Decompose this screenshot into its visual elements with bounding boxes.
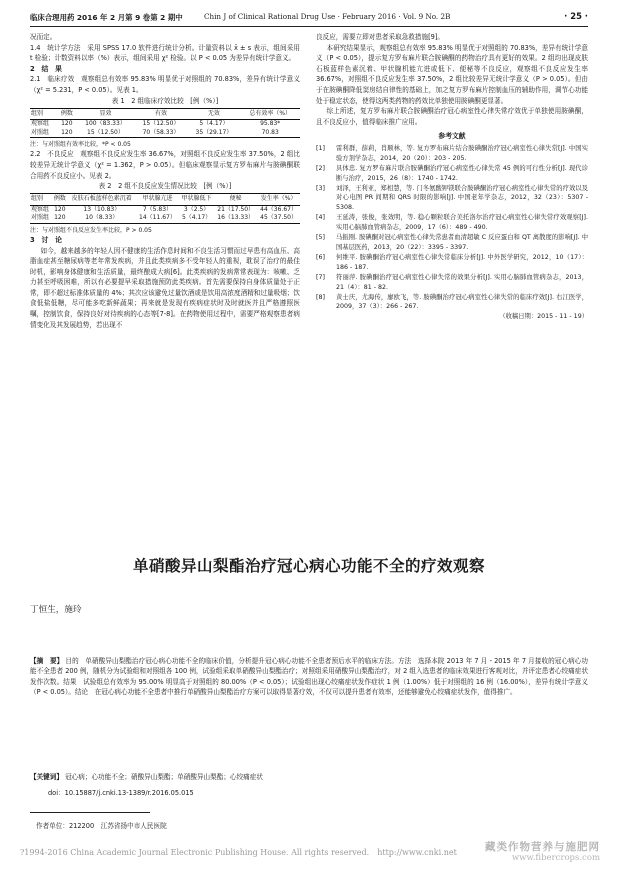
table-header-cell: 例数 xyxy=(57,108,76,120)
header-rule xyxy=(30,26,588,27)
reference-item xyxy=(316,184,588,214)
header-journal-en: Chin J of Clinical Rational Drug Use · February 2016 · Vol. 9 No. 2B xyxy=(204,12,451,21)
table-2 xyxy=(30,193,300,224)
table-cell: 对照组 xyxy=(30,214,52,223)
paragraph-adverse-reactions: 2.2 不良反应 观察组不良反应发生率 36.67%，对照组不良反应发生率 37.50%，2 组比较差异无统计学意义（χ² = 1.362，P > 0.05）。但临床观察显示复方罗布麻片与胺碘酮联合用药不良反应小。见表 2。 xyxy=(30,150,300,180)
table-header-row xyxy=(30,108,300,120)
table-cell: 95.83* xyxy=(260,120,281,128)
watermark xyxy=(450,842,600,864)
article-title: 单硝酸异山梨酯治疗冠心病心功能不全的疗效观察 xyxy=(132,557,485,575)
table-header-cell: 发生率（%） xyxy=(257,194,300,206)
reference-item xyxy=(316,253,588,273)
table-cell: 120 xyxy=(54,205,66,213)
reference-text: 何维平. 胺碘酮治疗冠心病室性心律失常临床分析[J]. 中外医学研究，2012，10（17）：186 - 187. xyxy=(336,253,588,271)
reference-text: 王延涛，张俊，张效明，等. 稳心颗粒联合美托洛尔治疗冠心病室性心律失常疗效观察[J]. 实用心脑肺血管病杂志，2009，17（6）：489 - 490. xyxy=(336,214,588,232)
reference-text: 符丽萍. 胺碘酮治疗冠心病室性心律失常的效果分析[J]. 实用心脑肺血管病杂志，2013，21（4）：81 - 82. xyxy=(336,273,588,291)
table-row xyxy=(30,120,300,129)
reference-number: [6] xyxy=(316,253,325,261)
section-heading-results: 2 结 果 xyxy=(30,64,62,73)
paragraph-clinical-efficacy: 2.1 临床疗效 观察组总有效率 95.83% 明显优于对照组的 70.83%，差异有统计学意义（χ² = 5.231，P < 0.05）。见表 1。 xyxy=(30,75,300,94)
reference-number: [2] xyxy=(316,164,325,172)
reference-number: [7] xyxy=(316,273,325,281)
table-1-caption: 表 1 2 组临床疗效比较 [例（%）] xyxy=(111,96,219,105)
table-header-cell: 例数 xyxy=(52,194,67,206)
footnote-rule xyxy=(30,812,150,813)
table-header-cell: 显效 xyxy=(76,108,134,120)
table-cell: 70（58.33） xyxy=(135,129,188,138)
reference-text: 黄士庆，尤海传，廖欧飞，等. 胺碘酮治疗冠心病室性心律失常的临床疗效[J]. 右江医学，2009，37（3）：266 - 267. xyxy=(336,293,588,311)
table-header-row xyxy=(30,194,300,206)
reference-text: 具体忠. 复方罗布麻片联合胺碘酮治疗冠心病室性心律失常 45 例的可行性分析[J]. 现代诊断与治疗，2015，26（8）：1740 - 1742. xyxy=(336,164,588,182)
table-cell: 对照组 xyxy=(30,129,57,138)
table-cell: 100（83.33） xyxy=(85,120,126,128)
reference-text: 马振刚. 胺碘酮对冠心病室性心律失常患者血清超敏 C 反应蛋白和 QT 离散度的影响[J]. 中国基层医药，2013，20（22）：3395 - 3397. xyxy=(336,234,588,251)
table-header-cell: 有效 xyxy=(135,108,188,120)
left-column xyxy=(30,32,300,462)
right-column xyxy=(316,32,588,462)
keywords-text: 冠心病；心功能不全；硝酸异山梨酯；单硝酸异山梨酯；心绞痛症状 xyxy=(65,773,263,781)
reference-number: [1] xyxy=(316,144,325,152)
table-2-caption: 表 2 2 组不良反应发生情况比较 [例（%）] xyxy=(98,182,232,191)
keywords xyxy=(30,772,588,782)
reference-item xyxy=(316,144,588,164)
reference-number: [4] xyxy=(316,214,325,222)
keywords-label: 【关键词】 xyxy=(30,773,63,781)
abstract xyxy=(30,656,588,698)
table-cell: 观察组 xyxy=(31,120,50,128)
table-cell: 10（8.33） xyxy=(68,214,136,223)
table-1-note: 注：与对照组有效率比较，*P < 0.05 xyxy=(30,141,131,149)
running-header xyxy=(30,10,588,24)
header-journal-cn: 临床合理用药 2016 年 2 月第 9 卷第 2 期中 xyxy=(30,13,183,22)
reference-item xyxy=(316,213,588,233)
table-cell: 15（12.50） xyxy=(142,120,180,128)
table-cell: 21（17.50） xyxy=(217,205,255,213)
reference-text: 雷利群，薛莉，肖顺林，等. 复方罗布麻片结合胺碘酮治疗冠心病室性心律失常[J]. 中国实验方剂学杂志，2014，20（20）：203 - 205. xyxy=(336,144,588,162)
table-header-cell: 无效 xyxy=(187,108,240,120)
table-cell: 45（37.50） xyxy=(257,214,300,223)
table-cell: 120 xyxy=(52,214,67,223)
table-cell: 5（4.17） xyxy=(199,120,229,128)
table-row xyxy=(30,129,300,138)
reference-item xyxy=(316,164,588,184)
table-header-cell: 总有效率（%） xyxy=(240,108,300,120)
abstract-text: 目的 单硝酸异山梨酯治疗冠心病心功能不全的临床价值，分析提升冠心病心功能不全患者预后水平的临床方法。方法 选择本院 2013 年 7 月 - 2015 年 7 月接收的冠心病心功能不全患者 200 例，随机分为试验组和对照组各 100 例，试验组采取单硝酸异山梨酯治疗；对照组采用硝酸异山梨酯治疗，对 2 组入选患者的临床效果进行客观对比，并评定患者心绞痛症状发作次数。结果 试验组总有效率为 95.00% 明显高于对照组的 80.00%（P < 0.05）；试验组出现心绞痛症状发作症状 1 例（1.00%）低于对照组的 16 例（16.00%），差异有统计学意义（P < 0.05）。结论 在冠心病心功能不全患者中推行单硝酸异山梨酯治疗方案可以取得显著疗效，不仅可以提升患者有效率，还能够避免心绞痛症状发作，值得推广。 xyxy=(30,657,588,697)
section-heading-discussion: 3 讨 论 xyxy=(30,235,62,244)
table-cell: 16（13.33） xyxy=(214,214,257,223)
header-page-number: · 25 · xyxy=(564,11,588,21)
reference-item xyxy=(316,293,588,313)
table-cell: 35（29.17） xyxy=(187,129,240,138)
table-header-cell: 甲状腺低下 xyxy=(179,194,214,206)
doi: doi：10.15887/j.cnki.13-1389/r.2016.05.015 xyxy=(48,789,194,797)
table-header-cell: 便秘 xyxy=(214,194,257,206)
watermark-url: www.fibercrops.com xyxy=(511,853,600,863)
table-cell: 14（11.67） xyxy=(136,214,179,223)
table-2-note: 注：与对照组不良反应发生率比较，P > 0.05 xyxy=(30,226,152,234)
paragraph-statistics: 1.4 统计学方法 采用 SPSS 17.0 软件进行统计分析。计量资料以 x̄ ± s 表示，组间采用 t 检验；计数资料以率（%）表示，组间采用 χ² 检验。以 P < 0.05 为差异有统计学意义。 xyxy=(30,43,300,63)
table-cell: 13（10.83） xyxy=(83,205,121,213)
reference-number: [8] xyxy=(316,293,325,301)
reference-item xyxy=(316,273,588,293)
table-header-cell: 组别 xyxy=(30,194,52,206)
reference-item xyxy=(316,233,588,253)
paragraph: 本研究结果显示，观察组总有效率 95.83% 明显优于对照组的 70.83%，差异有统计学意义（P < 0.05），提示复方罗布麻片联合胺碘酮的药物治疗具有更好的效果。2 组均出现皮肤石板蓝样色素沉着、甲状腺机能亢进或低下、便秘等不良反应，观察组不良反应发生率 36.67%，对照组不良反应发生率 37.50%，2 组比较差异无统计学意义（P > 0.05）。但由于在胺碘酮降低窦房结自律性的基础上，加之复方罗布麻片控制血压的辅助作用，调节心功能处于稳定状态，使得这两类药物的药效比单独使用胺碘酮更显著。 xyxy=(316,43,588,105)
table-row xyxy=(30,214,300,223)
table-cell: 观察组 xyxy=(31,205,50,213)
table-row xyxy=(30,205,300,214)
table-cell: 70.83 xyxy=(240,129,300,138)
references-heading: 参考文献 xyxy=(438,132,466,141)
paragraph-conclusion: 综上所述，复方罗布麻片联合胺碘酮治疗冠心病室性心律失常疗效优于单独使用胺碘酮，且不良反应小，值得临床推广应用。 xyxy=(316,107,588,126)
reference-list xyxy=(316,144,588,312)
author-affiliation: 作者单位：212200 江苏省扬中市人民医院 xyxy=(36,822,167,830)
article-authors: 丁恒生，施玲 xyxy=(30,605,82,615)
reference-text: 刘泽，王利亚，郑相慧，等. 门冬氨酸钾镁联合胺碘酮治疗冠心病室性心律失常的疗效以及对心电图 PR 间期和 QRS 时限的影响[J]. 中国老年学杂志，2012，32（23）：5307 - 5308. xyxy=(336,184,588,212)
table-cell: 7（5.83） xyxy=(142,205,173,213)
table-cell: 44（36.67） xyxy=(260,205,297,213)
table-cell: 5（4.17） xyxy=(179,214,214,223)
table-header-cell: 皮肤石板蓝样色素沉着 xyxy=(68,194,136,206)
paragraph: 良反应，需要立即对患者采取急救措施[9]。 xyxy=(316,33,445,41)
paragraph-discussion: 如今，越来越多的年轻人因不健康的生活作息时间和不良生活习惯而过早患有高血压、高脂血症甚至糖尿病等老年常发疾病，并且此类疾病多不受年轻人的重视，耽误了治疗的最佳时机，影响身体健康和生活质量，最终酿成大病[6]。此类疾病的发病常常表现为：咳嗽、乏力甚至呼吸困难，所以有必要提早采取措施预防此类疾病。首先需要保持自身体质量处于正常，即不超过标准体质量的 4%；其次应该避免过量饮酒或是饮用高浓度酒精和过量吸烟；饮食低盐低糖，尽可能多吃新鲜蔬果；再来就是发现有疾病症状时及时就医并且严格遵照医嘱，控制饮食，保持良好对待疾病的心态等[7-8]。在药物使用过程中，需要严格观察患者病情变化及其发展趋势，若出现不 xyxy=(30,246,300,329)
table-cell: 120 xyxy=(57,129,76,138)
received-date: （收稿日期：2015 - 11 - 19） xyxy=(499,313,588,321)
table-cell: 15（12.50） xyxy=(76,129,134,138)
table-1 xyxy=(30,108,300,139)
reference-number: [3] xyxy=(316,184,325,192)
table-cell: 3（2.5） xyxy=(183,205,210,213)
copyright-footer: ?1994-2016 China Academic Journal Electronic Publishing House. All rights reserved. http://www.cnki.net xyxy=(20,848,457,857)
table-cell: 120 xyxy=(61,120,73,128)
reference-number: [5] xyxy=(316,234,325,242)
table-header-cell: 组别 xyxy=(30,108,57,120)
abstract-label: 【摘 要】 xyxy=(30,657,64,665)
table-header-cell: 甲状腺亢进 xyxy=(136,194,179,206)
watermark-text: 藏类作物营养与施肥网 xyxy=(485,841,600,853)
paragraph: 况而定。 xyxy=(30,33,57,41)
